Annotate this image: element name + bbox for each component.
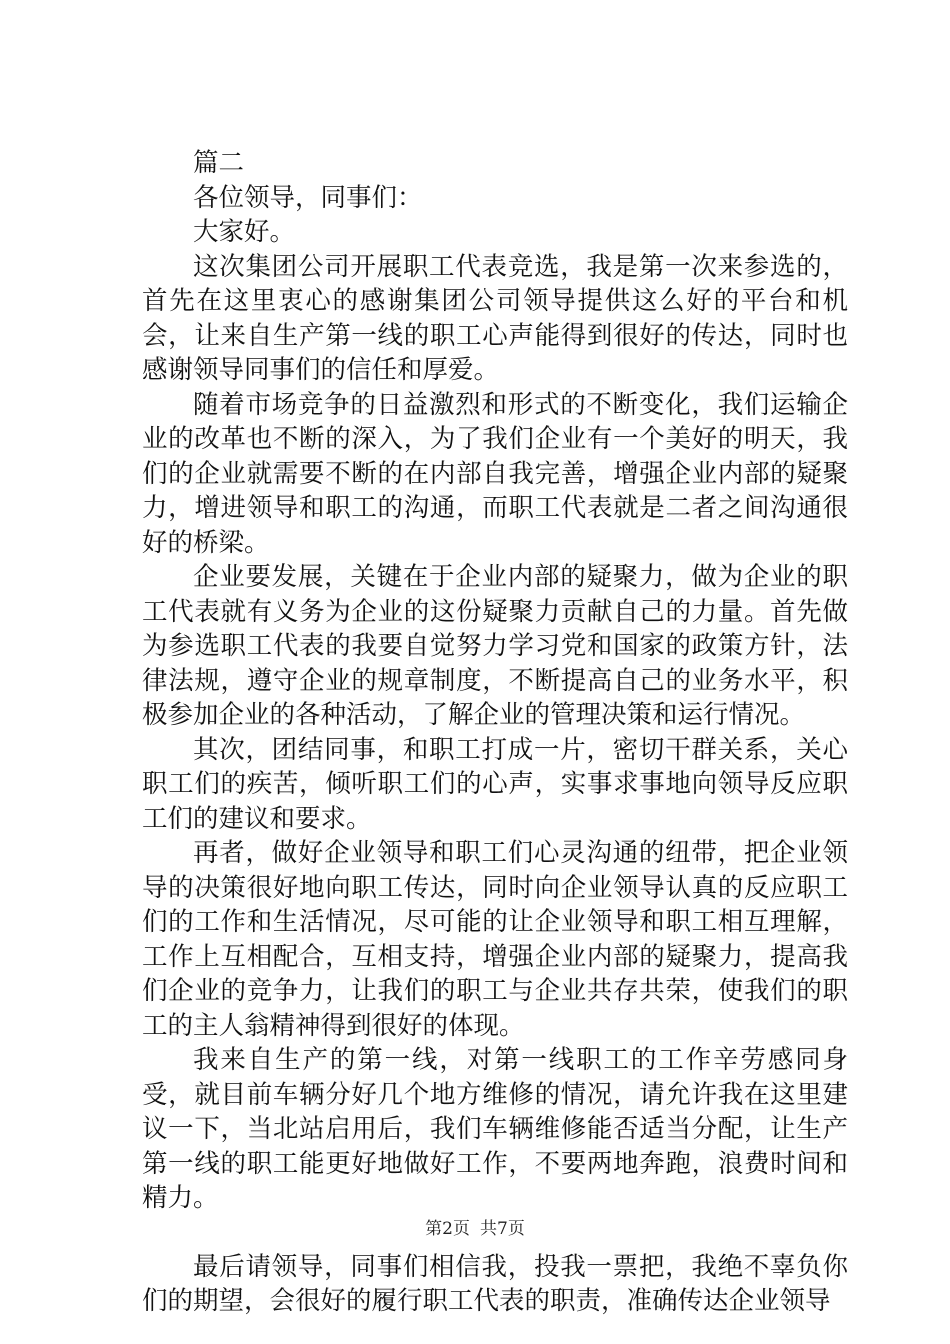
section-heading: 篇二 (193, 148, 245, 178)
body-paragraph: 其次，团结同事，和职工打成一片，密切干群关系，关心职工们的疾苦，倾听职工们的心声，实事求事地向领导反应职工们的建议和要求。 (142, 734, 848, 834)
body-paragraph: 我来自生产的第一线，对第一线职工的工作辛劳感同身受，就目前车辆分好几个地方维修的情况，请允许我在这里建议一下，当北站启用后，我们车辆维修能否适当分配，让生产第一线的职工能更好地做好工作，不要两地奔跑，浪费时间和精力。 (142, 1045, 848, 1213)
page-total: 共7页 (480, 1219, 525, 1239)
body-paragraph: 这次集团公司开展职工代表竞选，我是第一次来参选的，首先在这里衷心的感谢集团公司领导提供这么好的平台和机会，让来自生产第一线的职工心声能得到很好的传达，同时也感谢领导同事们的信任和厚爱。 (142, 251, 848, 385)
body-paragraph: 再者，做好企业领导和职工们心灵沟通的纽带，把企业领导的决策很好地向职工传达，同时向企业领导认真的反应职工们的工作和生活情况，尽可能的让企业领导和职工相互理解，工作上互相配合，互相支持，增强企业内部的疑聚力，提高我们企业的竞争力，让我们的职工与企业共存共荣，使我们的职工的主人翁精神得到很好的体现。 (142, 838, 848, 1041)
body-paragraph: 随着市场竞争的日益激烈和形式的不断变化，我们运输企业的改革也不断的深入，为了我们企业有一个美好的明天，我们的企业就需要不断的在内部自我完善，增强企业内部的疑聚力，增进领导和职工的沟通，而职工代表就是二者之间沟通很好的桥梁。 (142, 389, 848, 558)
body-paragraph: 最后请领导，同事们相信我，投我一票把，我绝不辜负你们的期望，会很好的履行职工代表的职责，准确传达企业领导 (142, 1251, 848, 1316)
page-footer (0, 1218, 950, 1240)
salutation: 各位领导，同事们： (193, 182, 423, 213)
document-body (142, 146, 848, 1319)
page-number: 第2页 (425, 1219, 470, 1239)
body-paragraph: 企业要发展，关键在于企业内部的疑聚力，做为企业的职工代表就有义务为企业的这份疑聚力贡献自己的力量。首先做为参选职工代表的我要自觉努力学习党和国家的政策方针，法律法规，遵守企业的规章制度，不断提高自己的业务水平，积极参加企业的各种活动，了解企业的管理决策和运行情况。 (142, 562, 848, 730)
greeting: 大家好。 (193, 217, 296, 247)
